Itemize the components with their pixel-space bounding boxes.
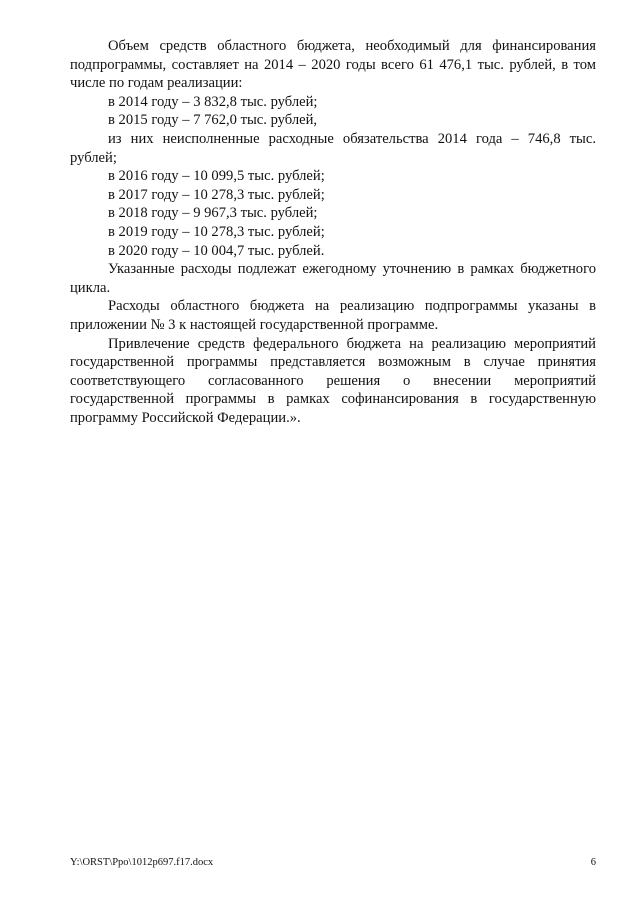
- year-line-2014: в 2014 году – 3 832,8 тыс. рублей;: [108, 93, 318, 110]
- annual-adjustment-paragraph: Указанные расходы подлежат ежегодному уточнению в рамках бюджетного цикла.: [70, 261, 596, 296]
- intro-paragraph: Объем средств областного бюджета, необходимый для финансирования подпрограммы, составляет на 2014 – 2020 годы всего 61 476,1 тыс. рублей, в том числе по годам реализации:: [70, 38, 596, 92]
- file-path: Y:\ORST\Ppo\1012p697.f17.docx: [70, 857, 214, 868]
- year-line-2020: в 2020 году – 10 004,7 тыс. рублей.: [108, 242, 325, 259]
- year-line-2015: в 2015 году – 7 762,0 тыс. рублей,: [108, 112, 318, 129]
- unfulfilled-obligations-paragraph: из них неисполненные расходные обязательства 2014 года – 746,8 тыс. рублей;: [70, 130, 596, 166]
- document-body: [70, 37, 596, 427]
- year-line-2017: в 2017 году – 10 278,3 тыс. рублей;: [108, 186, 325, 203]
- year-line-2019: в 2019 году – 10 278,3 тыс. рублей;: [108, 223, 325, 240]
- page-number: 6: [590, 857, 596, 868]
- year-line-2018: в 2018 году – 9 967,3 тыс. рублей;: [108, 205, 318, 222]
- appendix-reference-paragraph: Расходы областного бюджета на реализацию подпрограммы указаны в приложении № 3 к настоящей государственной программе.: [70, 298, 596, 333]
- year-line-2016: в 2016 году – 10 099,5 тыс. рублей;: [108, 168, 325, 185]
- federal-budget-paragraph: Привлечение средств федерального бюджета на реализацию мероприятий государственной программы представляется возможным в случае принятия соответствующего согласованного решения о внесении мероприятий государственной программы в рамках софинансирования в государственную программу Российской Федерации.».: [70, 335, 596, 426]
